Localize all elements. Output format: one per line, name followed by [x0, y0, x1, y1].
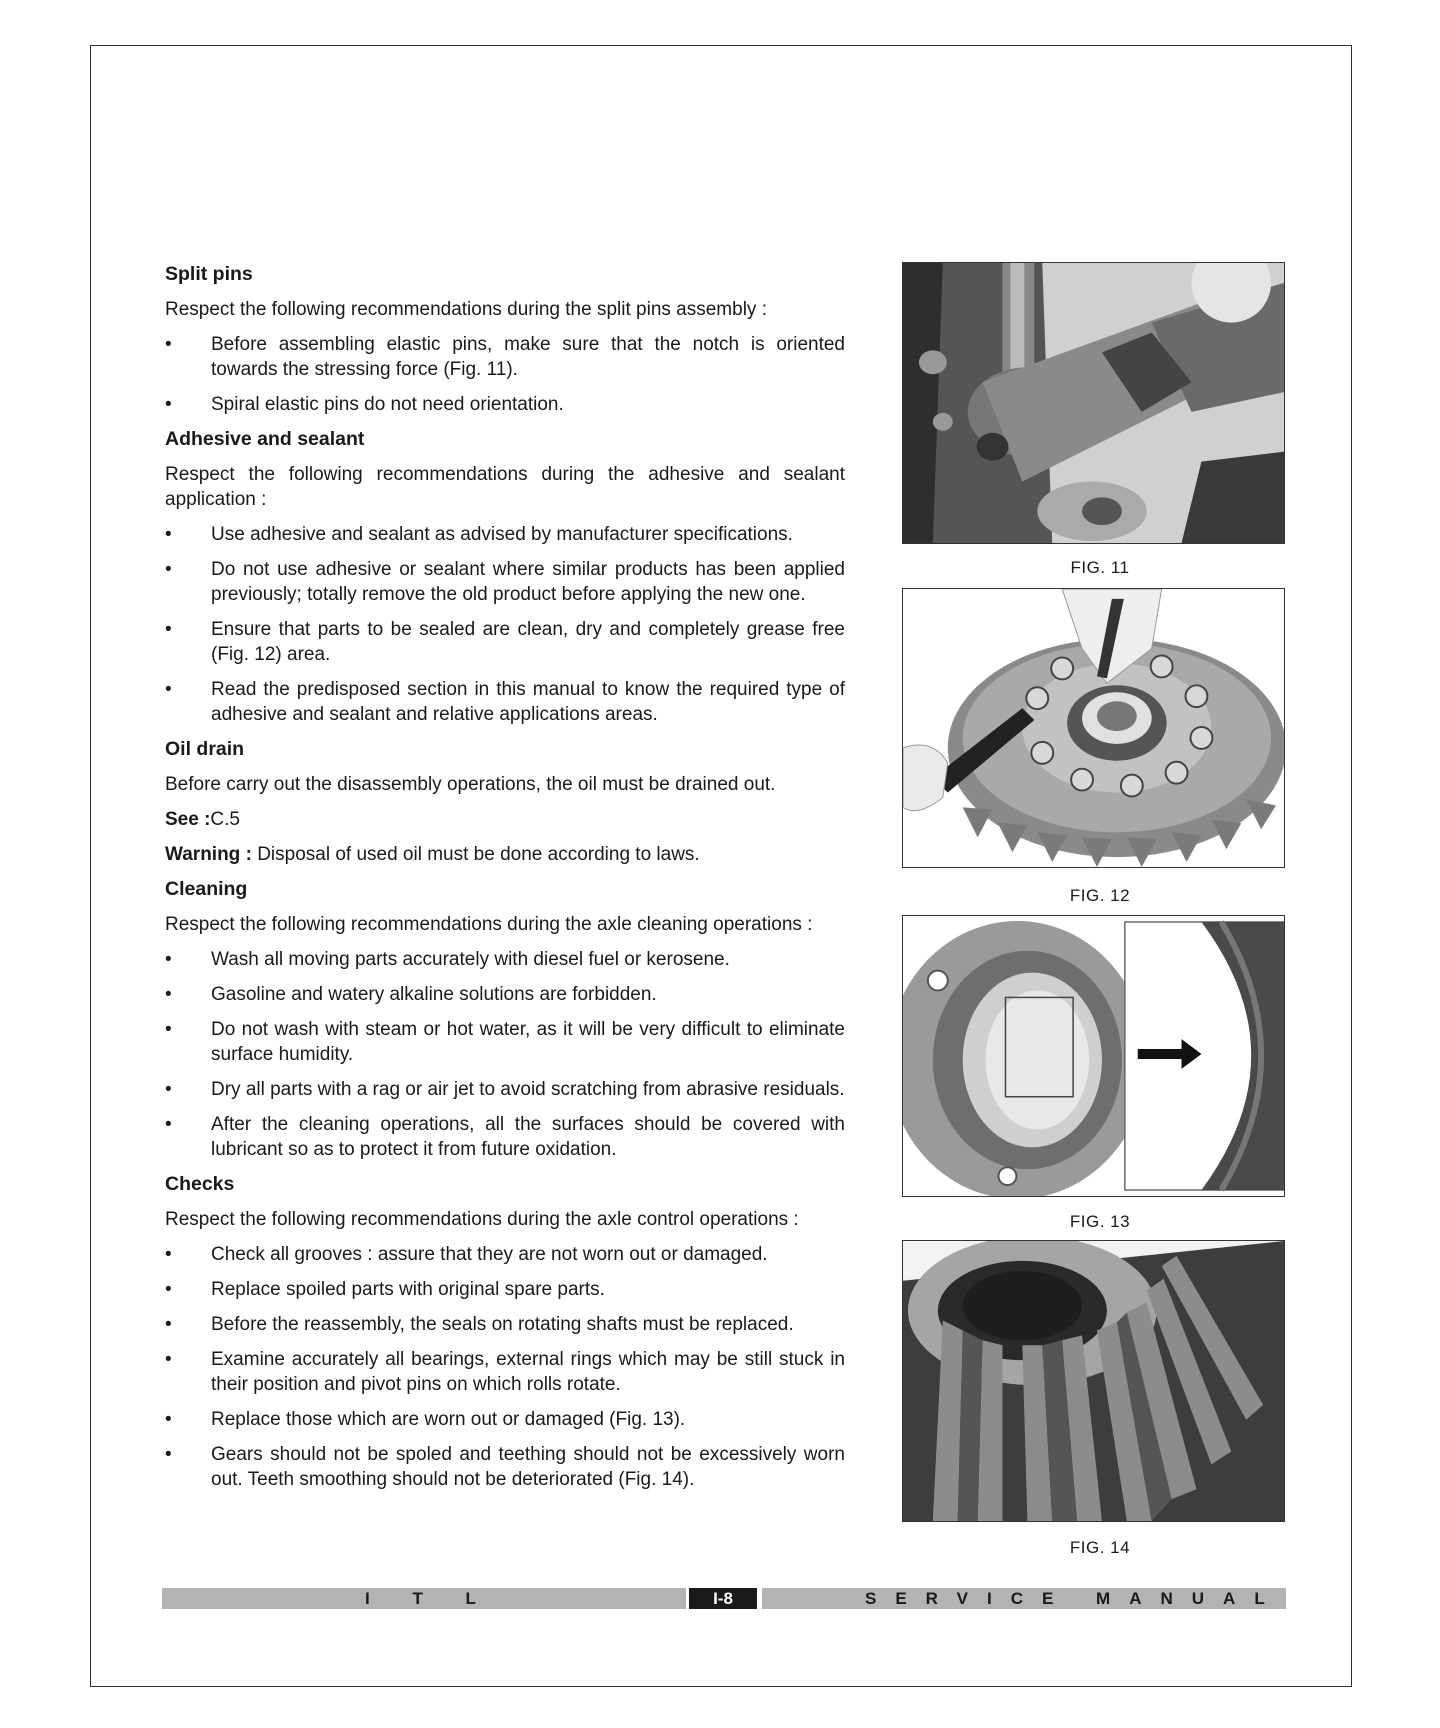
split-pins-intro: Respect the following recommendations during the split pins assembly : [165, 299, 767, 320]
list-item: • Do not use adhesive or sealant where similar products has been applied previously; totally remove the old product before applying the new one. [165, 559, 845, 605]
warning-note: Warning : Disposal of used oil must be done according to laws. [165, 844, 700, 865]
list-item: • Examine accurately all bearings, external rings which may be still stuck in their position and pivot pins on which rolls rotate. [165, 1349, 845, 1395]
bullet-icon: • [165, 1409, 172, 1430]
checks-intro: Respect the following recommendations during the axle control operations : [165, 1209, 799, 1230]
list-item: • Spiral elastic pins do not need orientation. [165, 394, 564, 415]
cleaning-intro: Respect the following recommendations during the axle cleaning operations : [165, 914, 813, 935]
bullet-icon: • [165, 1349, 172, 1370]
list-item: • Use adhesive and sealant as advised by manufacturer specifications. [165, 524, 793, 545]
heading-split-pins: Split pins [165, 263, 253, 285]
list-item: • Gasoline and watery alkaline solutions are forbidden. [165, 984, 657, 1005]
figure-12-photo [902, 588, 1285, 868]
bullet-icon: • [165, 559, 172, 580]
bullet-icon: • [165, 1114, 172, 1135]
bullet-icon: • [165, 984, 172, 1005]
figure-11-caption: FIG. 11 [1070, 558, 1130, 577]
bullet-icon: • [165, 619, 172, 640]
bullet-icon: • [165, 1079, 172, 1100]
footer-brand: I T L [365, 1589, 495, 1608]
heading-cleaning: Cleaning [165, 878, 248, 900]
bullet-icon: • [165, 394, 172, 415]
figure-13-caption: FIG. 13 [1069, 1212, 1131, 1231]
list-item: • Before the reassembly, the seals on rotating shafts must be replaced. [165, 1314, 794, 1335]
bullet-icon: • [165, 1314, 172, 1335]
bullet-icon: • [165, 1279, 172, 1300]
list-item: • Dry all parts with a rag or air jet to avoid scratching from abrasive residuals. [165, 1079, 845, 1100]
list-item: • Check all grooves : assure that they are not worn out or damaged. [165, 1244, 768, 1265]
list-item: • Before assembling elastic pins, make sure that the notch is oriented towards the stressing force (Fig. 11). [165, 334, 845, 380]
list-item: • Do not wash with steam or hot water, as it will be very difficult to eliminate surface humidity. [165, 1019, 845, 1065]
bullet-icon: • [165, 1244, 172, 1265]
bullet-icon: • [165, 1019, 172, 1040]
bullet-icon: • [165, 1444, 172, 1465]
list-item: • Ensure that parts to be sealed are clean, dry and completely grease free (Fig. 12) area. [165, 619, 845, 665]
figure-14-photo [902, 1240, 1285, 1522]
bullet-icon: • [165, 334, 172, 355]
list-item: • Gears should not be spoled and teething should not be excessively worn out. Teeth smoothing should not be deteriorated (Fig. 14). [165, 1444, 845, 1490]
footer-manual-title: SERVICE MANUAL [865, 1589, 1284, 1608]
bullet-icon: • [165, 949, 172, 970]
adhesive-intro: Respect the following recommendations during the adhesive and sealant application : [165, 464, 845, 510]
figure-11-photo [902, 262, 1285, 544]
list-item: • Replace those which are worn out or damaged (Fig. 13). [165, 1409, 686, 1430]
list-item: • After the cleaning operations, all the surfaces should be covered with lubricant so as to protect it from future oxidation. [165, 1114, 845, 1160]
see-reference: See :C.5 [165, 809, 240, 830]
heading-adhesive-sealant: Adhesive and sealant [165, 428, 365, 450]
figure-14-caption: FIG. 14 [1069, 1538, 1131, 1557]
oil-drain-intro: Before carry out the disassembly operations, the oil must be drained out. [165, 774, 776, 795]
list-item: • Read the predisposed section in this manual to know the required type of adhesive and sealant and relative applications areas. [165, 679, 845, 725]
figure-12-caption: FIG. 12 [1069, 886, 1131, 905]
figure-13-photo [902, 915, 1285, 1197]
bullet-icon: • [165, 524, 172, 545]
heading-checks: Checks [165, 1173, 235, 1195]
text-column [165, 262, 845, 1502]
page-number: I-8 [689, 1588, 757, 1609]
heading-oil-drain: Oil drain [165, 738, 245, 760]
list-item: • Wash all moving parts accurately with diesel fuel or kerosene. [165, 949, 730, 970]
bullet-icon: • [165, 679, 172, 700]
list-item: • Replace spoiled parts with original spare parts. [165, 1279, 605, 1300]
